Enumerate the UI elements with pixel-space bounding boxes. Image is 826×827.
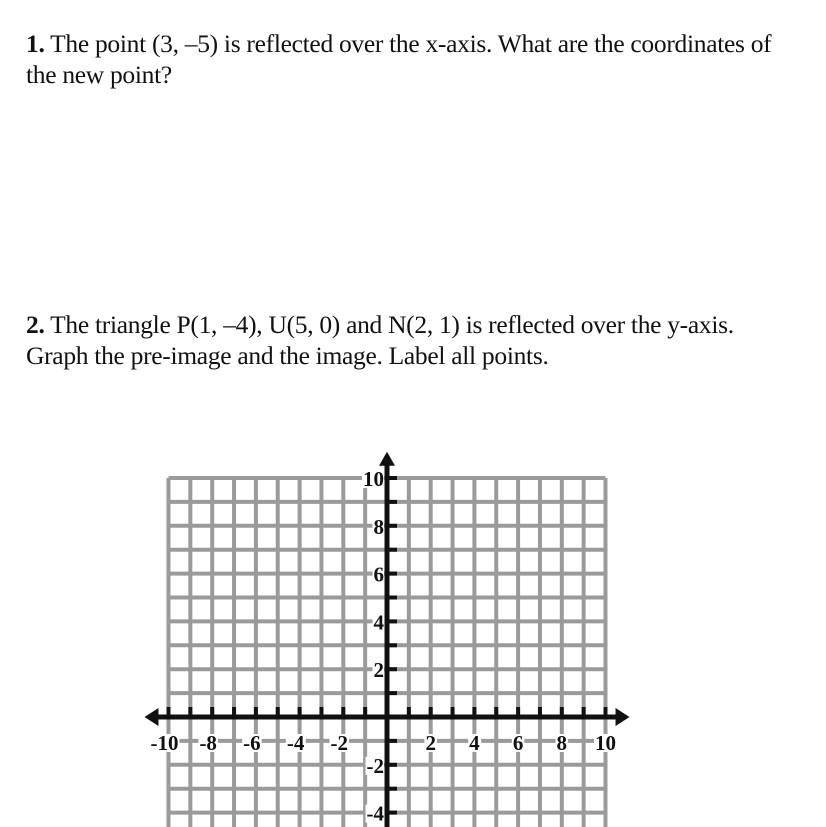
question-1-number: 1. — [26, 29, 45, 58]
y-tick-label: 6 — [373, 562, 384, 587]
question-2-text: The triangle P(1, –4), U(5, 0) and N(2, 1) is reflected over the y-axis. Graph the pre-image and the image. Label all points. — [26, 310, 734, 370]
y-tick-label: 2 — [373, 658, 384, 683]
x-tick-label: 6 — [512, 731, 524, 755]
x-tick-label: -10 — [150, 731, 179, 755]
y-tick-label: 8 — [373, 514, 384, 539]
x-axis-left-arrow-icon — [144, 708, 158, 726]
y-axis-arrow-icon — [379, 452, 395, 466]
y-tick-label: -4 — [366, 801, 384, 826]
x-tick-label: -8 — [199, 731, 217, 755]
x-tick-label: -2 — [330, 731, 349, 755]
x-tick-label: -6 — [243, 731, 261, 755]
y-tick-label: 4 — [373, 610, 384, 635]
x-tick-label: 4 — [469, 731, 480, 755]
question-1-text: The point (3, –5) is reflected over the x-axis. What are the coordinates of the new point? — [26, 29, 772, 89]
x-axis-right-arrow-icon — [616, 708, 630, 726]
x-tick-label: 8 — [556, 731, 568, 755]
x-tick-label: 2 — [425, 731, 436, 755]
y-tick-label: 10 — [363, 467, 384, 491]
question-2-number: 2. — [26, 310, 45, 339]
x-tick-label: 10 — [595, 731, 616, 755]
y-tick-label: -2 — [366, 753, 384, 778]
x-tick-label: -4 — [286, 731, 305, 755]
